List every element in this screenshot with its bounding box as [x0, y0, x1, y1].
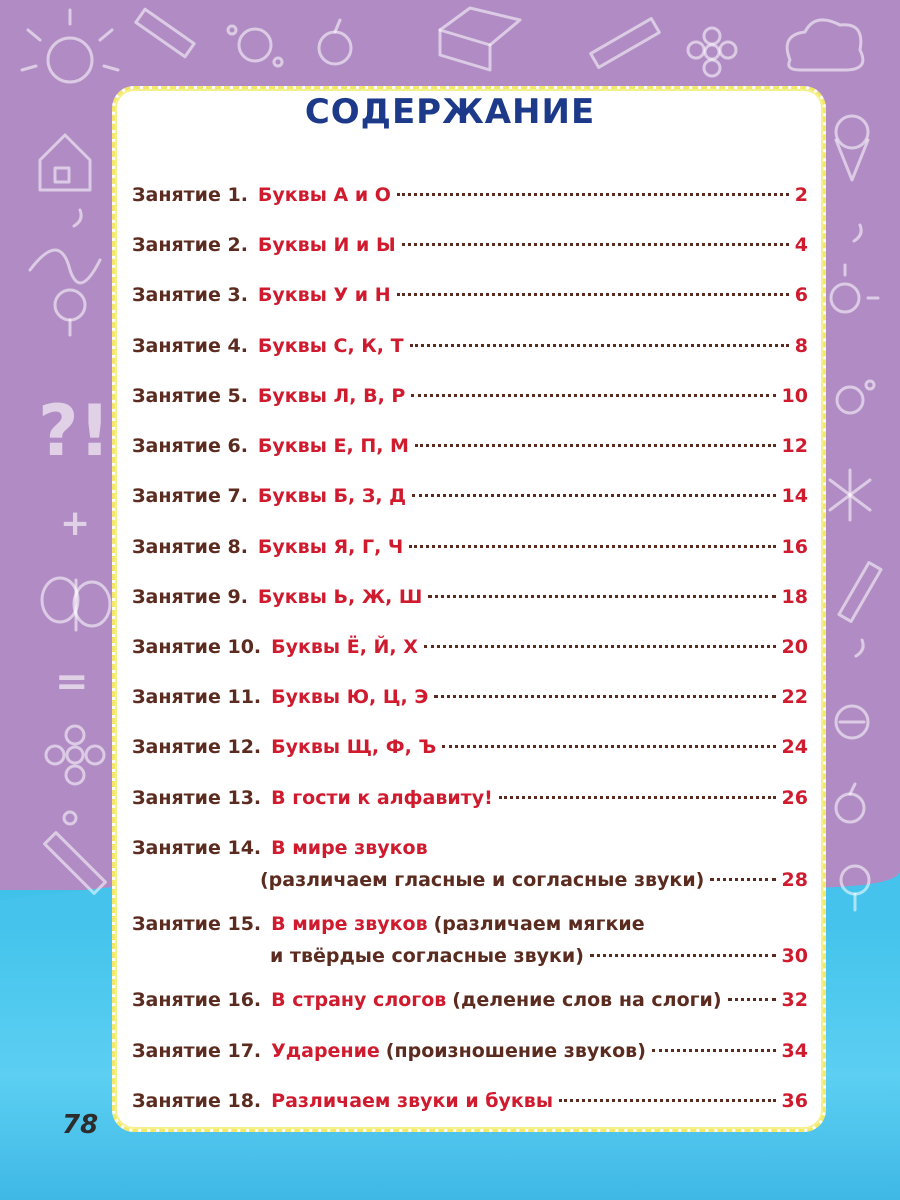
dot-leader: [411, 394, 775, 397]
entry-title: Различаем звуки и буквы: [271, 1090, 554, 1112]
entry-title: В гости к алфавиту!: [271, 787, 493, 809]
page-title: СОДЕРЖАНИЕ: [304, 92, 596, 132]
dot-leader: [710, 878, 775, 881]
entry-title: Буквы Ю, Ц, Э: [271, 686, 429, 708]
entry-subtitle: (деление слов на слоги): [452, 989, 722, 1011]
toc-entry-15[interactable]: [132, 910, 808, 970]
entry-title: Буквы Ё, Й, Х: [271, 636, 418, 658]
dot-leader: [428, 595, 775, 598]
entry-label: Занятие 3.: [132, 284, 248, 306]
entry-title: Буквы И и Ы: [257, 234, 396, 256]
comma-doodle-icon-3: [856, 640, 863, 656]
toc-entry-9[interactable]: [132, 583, 808, 611]
equals-doodle-icon: =: [55, 659, 89, 705]
entry-label: Занятие 13.: [132, 787, 262, 809]
dot-leader: [559, 1099, 776, 1102]
splash-doodle-icon: [228, 26, 282, 66]
toc-entry-10[interactable]: [132, 633, 808, 661]
entry-label: Занятие 18.: [132, 1090, 262, 1112]
toc-entry-2[interactable]: [132, 231, 808, 259]
entry-page: 12: [781, 435, 808, 457]
dot-leader: [415, 444, 776, 447]
entry-page: 32: [781, 989, 808, 1011]
toc-entry-16[interactable]: [132, 986, 808, 1014]
entry-label: Занятие 2.: [132, 234, 248, 256]
dot-leader: [652, 1049, 776, 1052]
airplane-doodle-icon: [836, 706, 868, 738]
snowflake-doodle-icon: [830, 470, 870, 520]
pencil-doodle-icon-2: [45, 833, 106, 894]
entry-page: 26: [781, 787, 808, 809]
sun-doodle-icon-2: [831, 265, 878, 312]
entry-title: Буквы Б, З, Д: [257, 485, 407, 507]
book-doodle-icon: [440, 8, 520, 70]
dot-leader: [442, 745, 775, 748]
toc-entry-5[interactable]: [132, 382, 808, 410]
entry-title: Буквы Щ, Ф, Ъ: [271, 736, 437, 758]
butterfly-doodle-icon: [42, 578, 110, 630]
entry-page: 2: [794, 184, 808, 206]
plus-doodle-icon: +: [60, 503, 91, 544]
toc-entry-4[interactable]: [132, 332, 808, 360]
entry-page: 16: [781, 536, 808, 558]
entry-page: 10: [781, 385, 808, 407]
entry-subtitle: (различаем мягкие: [433, 913, 645, 935]
apple-doodle-icon: [319, 20, 351, 64]
entry-page: 4: [794, 234, 808, 256]
dot-leader: [434, 695, 775, 698]
dot-leader: [590, 954, 776, 957]
entry-label: Занятие 5.: [132, 385, 248, 407]
entry-title: Буквы Л, В, Р: [257, 385, 406, 407]
ruler-doodle-icon: [591, 19, 660, 68]
splash-doodle-icon-2: [837, 381, 874, 413]
dot-leader: [499, 796, 776, 799]
entry-subtitle-continued: и твёрдые согласные звуки): [270, 945, 584, 967]
entry-label: Занятие 4.: [132, 335, 248, 357]
entry-title: В мире звуков: [271, 837, 428, 859]
toc-entry-8[interactable]: [132, 533, 808, 561]
entry-title: В страну слогов: [271, 989, 447, 1011]
entry-title: Ударение: [271, 1040, 380, 1062]
entry-page: 22: [781, 686, 808, 708]
dot-leader: [409, 545, 775, 548]
toc-entry-18[interactable]: [132, 1087, 808, 1115]
entry-title: Буквы С, К, Т: [257, 335, 404, 357]
entry-label: Занятие 6.: [132, 435, 248, 457]
entry-title: Буквы Я, Г, Ч: [257, 536, 404, 558]
entry-page: 6: [794, 284, 808, 306]
toc-entry-17[interactable]: [132, 1037, 808, 1065]
entry-title: Буквы Е, П, М: [257, 435, 409, 457]
entry-label: Занятие 15.: [132, 913, 262, 935]
flower-doodle-icon: [688, 28, 736, 76]
dot-leader: [728, 998, 776, 1001]
entry-label: Занятие 12.: [132, 736, 262, 758]
page-number: 78: [62, 1110, 99, 1140]
squiggle-doodle-icon: [30, 250, 100, 283]
entry-title: В мире звуков: [271, 913, 428, 935]
entry-label: Занятие 14.: [132, 837, 262, 859]
entry-label: Занятие 11.: [132, 686, 262, 708]
entry-label: Занятие 9.: [132, 586, 248, 608]
toc-entry-3[interactable]: [132, 281, 808, 309]
entry-title: Буквы А и О: [257, 184, 391, 206]
toc-entry-6[interactable]: [132, 432, 808, 460]
question-doodle-icon: ?!: [38, 390, 111, 472]
entry-page: 30: [781, 945, 808, 967]
toc-entry-1[interactable]: [132, 181, 808, 209]
dot-leader: [402, 243, 789, 246]
entry-label: Занятие 1.: [132, 184, 248, 206]
flower-doodle-icon-2: [46, 726, 104, 784]
toc-entry-12[interactable]: [132, 733, 808, 761]
toc-entry-7[interactable]: [132, 482, 808, 510]
entry-title: Буквы Ь, Ж, Ш: [257, 586, 423, 608]
toc-entry-14[interactable]: [132, 834, 808, 894]
entry-page: 18: [781, 586, 808, 608]
dot-leader: [397, 293, 789, 296]
house-doodle-icon: [40, 135, 90, 190]
comma-doodle-icon-2: [854, 225, 861, 241]
globe-doodle-icon: [55, 290, 85, 335]
entry-label: Занятие 10.: [132, 636, 262, 658]
dot-leader: [410, 344, 789, 347]
entry-page: 28: [781, 869, 808, 891]
entry-page: 24: [781, 736, 808, 758]
entry-label: Занятие 16.: [132, 989, 262, 1011]
entry-page: 20: [781, 636, 808, 658]
entry-subtitle: (произношение звуков): [385, 1040, 646, 1062]
entry-page: 36: [781, 1090, 808, 1112]
entry-label: Занятие 7.: [132, 485, 248, 507]
dot-leader: [397, 193, 789, 196]
cloud-doodle-icon: [787, 20, 863, 70]
entry-label: Занятие 8.: [132, 536, 248, 558]
pencil-doodle-icon-3: [839, 563, 881, 622]
entry-title: Буквы У и Н: [257, 284, 391, 306]
globe-doodle-icon-2: [841, 866, 869, 910]
entry-page: 8: [794, 335, 808, 357]
toc-entry-11[interactable]: [132, 683, 808, 711]
comma-doodle-icon: [74, 210, 81, 226]
entry-page: 34: [781, 1040, 808, 1062]
toc-entry-13[interactable]: [132, 784, 808, 812]
sun-doodle-icon: [22, 10, 118, 82]
entry-page: 14: [781, 485, 808, 507]
dot-doodle-icon: [64, 812, 76, 824]
dot-leader: [424, 645, 776, 648]
entry-subtitle: (различаем гласные и согласные звуки): [260, 869, 705, 891]
dot-leader: [412, 494, 775, 497]
pencil-doodle-icon: [136, 9, 194, 57]
entry-label: Занятие 17.: [132, 1040, 262, 1062]
apple-doodle-icon-2: [836, 784, 864, 822]
